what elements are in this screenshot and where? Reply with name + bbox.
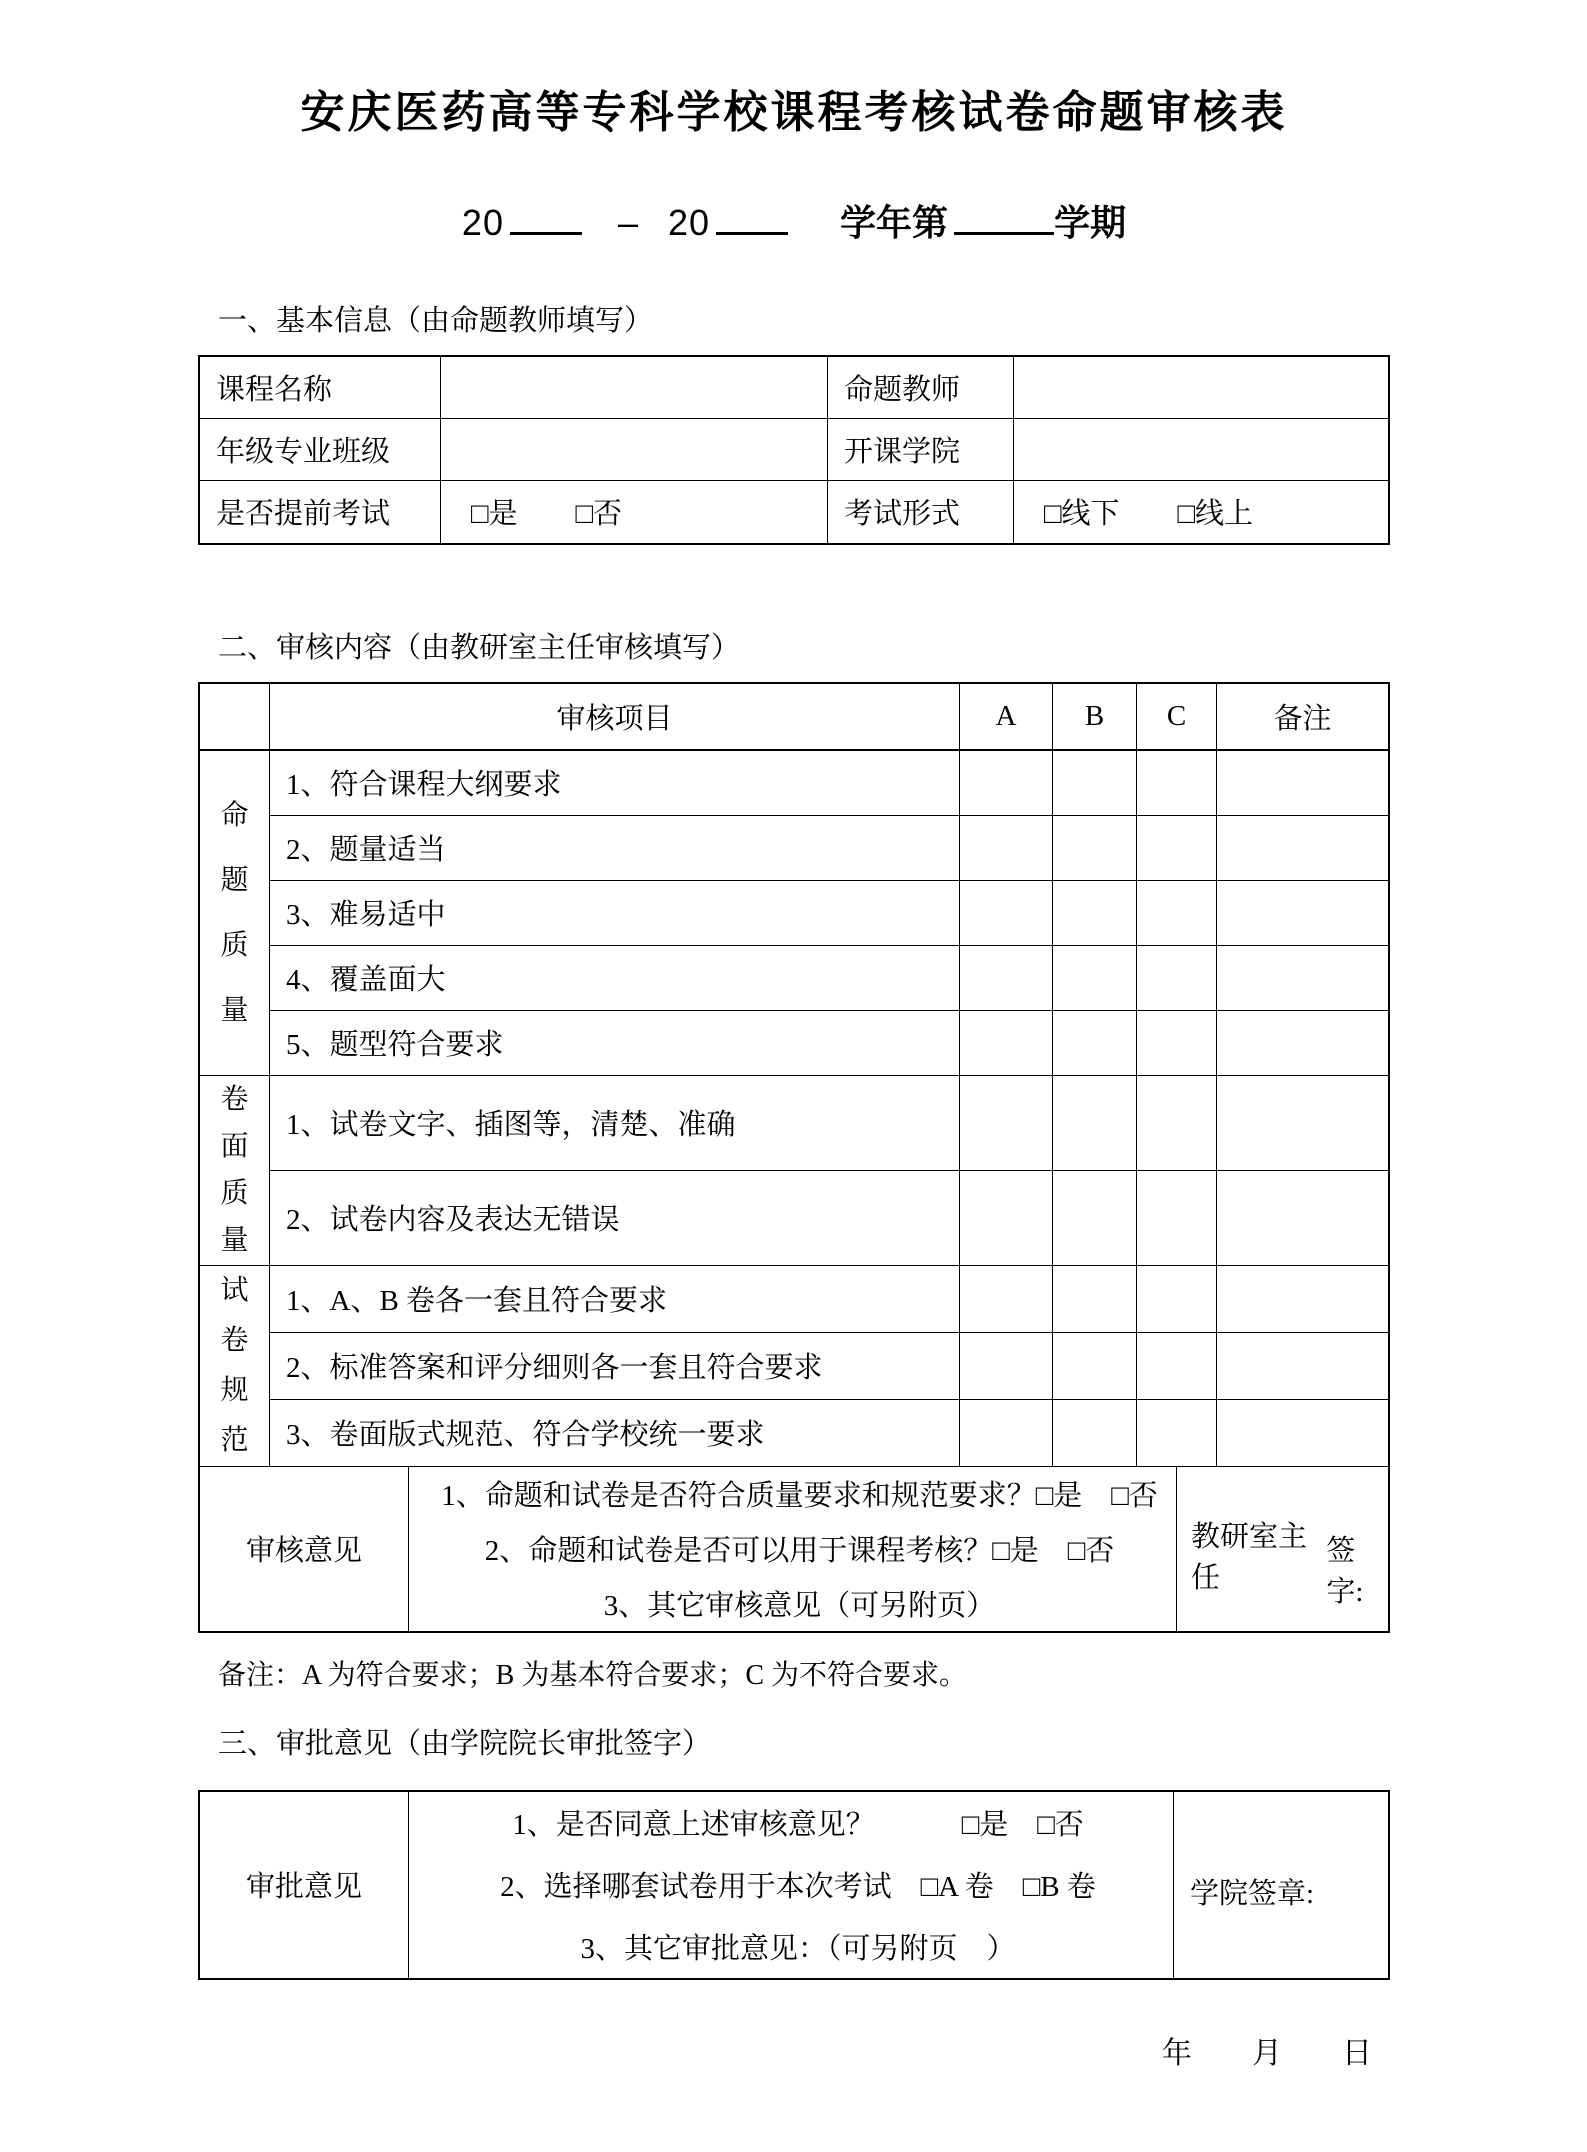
section2-heading: 二、审核内容（由教研室主任审核填写）: [218, 631, 741, 664]
semester-blank[interactable]: [954, 196, 1054, 235]
grade-cell-a[interactable]: [960, 1171, 1053, 1266]
grade-cell-a[interactable]: [960, 946, 1053, 1011]
grade-cell-a[interactable]: [960, 1333, 1053, 1400]
basic-info-table: [198, 355, 1390, 545]
review-item: 2、试卷内容及表达无错误: [270, 1171, 960, 1266]
remark-cell[interactable]: [1217, 1333, 1388, 1400]
remark-cell[interactable]: [1217, 1076, 1388, 1171]
section3-heading: 三、审批意见（由学院院长审批签字）: [218, 1727, 712, 1760]
grade-cell-b[interactable]: [1053, 1333, 1137, 1400]
review-item: 1、试卷文字、插图等，清楚、准确: [270, 1076, 960, 1171]
college-seal-cell: [1174, 1792, 1388, 1978]
exam-form-label: 考试形式: [828, 481, 1014, 543]
date-line: 年 月 日: [1162, 2036, 1372, 2070]
approval-label: 审批意见: [200, 1792, 409, 1978]
approval-line-1[interactable]: 1、是否同意上述审核意见？ □是 □否: [512, 1809, 1084, 1842]
approval-line-2[interactable]: 2、选择哪套试卷用于本次考试 □A 卷 □B 卷: [500, 1871, 1096, 1904]
approval-line-3: 3、其它审批意见：（可另附页 ）: [580, 1933, 1016, 1966]
year-prefix-1: 20: [461, 201, 504, 243]
review-item: 5、题型符合要求: [270, 1011, 960, 1076]
semester-suffix: 学期: [1054, 201, 1127, 243]
grade-cell-c[interactable]: [1137, 816, 1217, 881]
opinion-lines: [409, 1467, 1177, 1631]
grade-cell-c[interactable]: [1137, 1266, 1217, 1333]
group-label-proposition-quality: 命题质量: [200, 751, 270, 1076]
review-item: 1、符合课程大纲要求: [270, 751, 960, 816]
course-name-label: 课程名称: [200, 357, 441, 419]
early-exam-label: 是否提前考试: [200, 481, 441, 543]
review-item: 3、难易适中: [270, 881, 960, 946]
group-label-paper-standards: 试卷规范: [200, 1266, 270, 1467]
semester-prefix: 学年第: [840, 201, 949, 243]
grade-cell-b[interactable]: [1053, 1266, 1137, 1333]
seal-label: 学院签章:: [1190, 1878, 1315, 1911]
review-item: 1、A、B 卷各一套且符合要求: [270, 1266, 960, 1333]
academic-year-line: [198, 195, 1390, 246]
grade-cell-c[interactable]: [1137, 1076, 1217, 1171]
group-label-paper-quality: 卷面质量: [200, 1076, 270, 1266]
opinion-label: 审核意见: [200, 1467, 409, 1631]
grade-cell-b[interactable]: [1053, 751, 1137, 816]
year-prefix-2: 20: [668, 201, 711, 243]
grade-cell-c[interactable]: [1137, 1333, 1217, 1400]
grade-cell-a[interactable]: [960, 1011, 1053, 1076]
proposer-input-cell[interactable]: [1014, 357, 1388, 419]
opinion-line-3: 3、其它审核意见（可另附页）: [603, 1589, 996, 1622]
remark-cell[interactable]: [1217, 1011, 1388, 1076]
year-dash: –: [617, 201, 638, 243]
grade-cell-b[interactable]: [1053, 816, 1137, 881]
remark-cell[interactable]: [1217, 816, 1388, 881]
remark-cell[interactable]: [1217, 946, 1388, 1011]
director-signature-cell: [1177, 1467, 1388, 1631]
grade-cell-c[interactable]: [1137, 751, 1217, 816]
remark-cell[interactable]: [1217, 1400, 1388, 1467]
year-blank-2[interactable]: [716, 196, 788, 235]
remark-cell[interactable]: [1217, 1266, 1388, 1333]
grade-class-label: 年级专业班级: [200, 419, 441, 481]
review-project-header: 审核项目: [270, 684, 960, 751]
remark-cell[interactable]: [1217, 1171, 1388, 1266]
grade-cell-b[interactable]: [1053, 1011, 1137, 1076]
signature-label: 签字:: [1326, 1534, 1364, 1608]
grade-cell-a[interactable]: [960, 751, 1053, 816]
review-item: 2、题量适当: [270, 816, 960, 881]
grade-class-input-cell[interactable]: [441, 419, 828, 481]
col-b-header: B: [1053, 684, 1137, 751]
grade-legend-note: 备注：A 为符合要求；B 为基本符合要求；C 为不符合要求。: [218, 1659, 968, 1691]
year-blank-1[interactable]: [510, 196, 582, 235]
exam-form-options[interactable]: □线下 □线上: [1044, 498, 1254, 531]
grade-cell-b[interactable]: [1053, 1171, 1137, 1266]
grade-cell-a[interactable]: [960, 1266, 1053, 1333]
early-exam-options[interactable]: □是 □否: [441, 481, 828, 543]
approval-lines: [409, 1792, 1174, 1978]
review-item: 2、标准答案和评分细则各一套且符合要求: [270, 1333, 960, 1400]
grade-cell-b[interactable]: [1053, 1076, 1137, 1171]
proposer-label: 命题教师: [828, 357, 1014, 419]
header-empty-cell: [200, 684, 270, 751]
opinion-line-1[interactable]: 1、命题和试卷是否符合质量要求和规范要求？□是 □否: [441, 1480, 1158, 1513]
grade-cell-a[interactable]: [960, 1400, 1053, 1467]
page-title: 安庆医药高等专科学校课程考核试卷命题审核表: [300, 88, 1288, 137]
school-label: 开课学院: [828, 419, 1014, 481]
grade-cell-b[interactable]: [1053, 946, 1137, 1011]
review-item: 4、覆盖面大: [270, 946, 960, 1011]
school-input-cell[interactable]: [1014, 419, 1388, 481]
section1-heading: 一、基本信息（由命题教师填写）: [218, 304, 654, 337]
review-table: [198, 682, 1390, 1633]
grade-cell-a[interactable]: [960, 1076, 1053, 1171]
opinion-line-2[interactable]: 2、命题和试卷是否可以用于课程考核？□是 □否: [484, 1535, 1115, 1568]
grade-cell-c[interactable]: [1137, 881, 1217, 946]
signature-title: 教研室主任: [1191, 1520, 1308, 1594]
grade-cell-b[interactable]: [1053, 881, 1137, 946]
grade-cell-c[interactable]: [1137, 1011, 1217, 1076]
grade-cell-a[interactable]: [960, 816, 1053, 881]
remark-cell[interactable]: [1217, 751, 1388, 816]
grade-cell-c[interactable]: [1137, 1400, 1217, 1467]
grade-cell-b[interactable]: [1053, 1400, 1137, 1467]
col-c-header: C: [1137, 684, 1217, 751]
remark-header: 备注: [1217, 684, 1388, 751]
approval-table: [198, 1790, 1390, 1980]
grade-cell-c[interactable]: [1137, 1171, 1217, 1266]
review-item: 3、卷面版式规范、符合学校统一要求: [270, 1400, 960, 1467]
grade-cell-c[interactable]: [1137, 946, 1217, 1011]
remark-cell[interactable]: [1217, 881, 1388, 946]
course-name-input-cell[interactable]: [441, 357, 828, 419]
col-a-header: A: [960, 684, 1053, 751]
grade-cell-a[interactable]: [960, 881, 1053, 946]
